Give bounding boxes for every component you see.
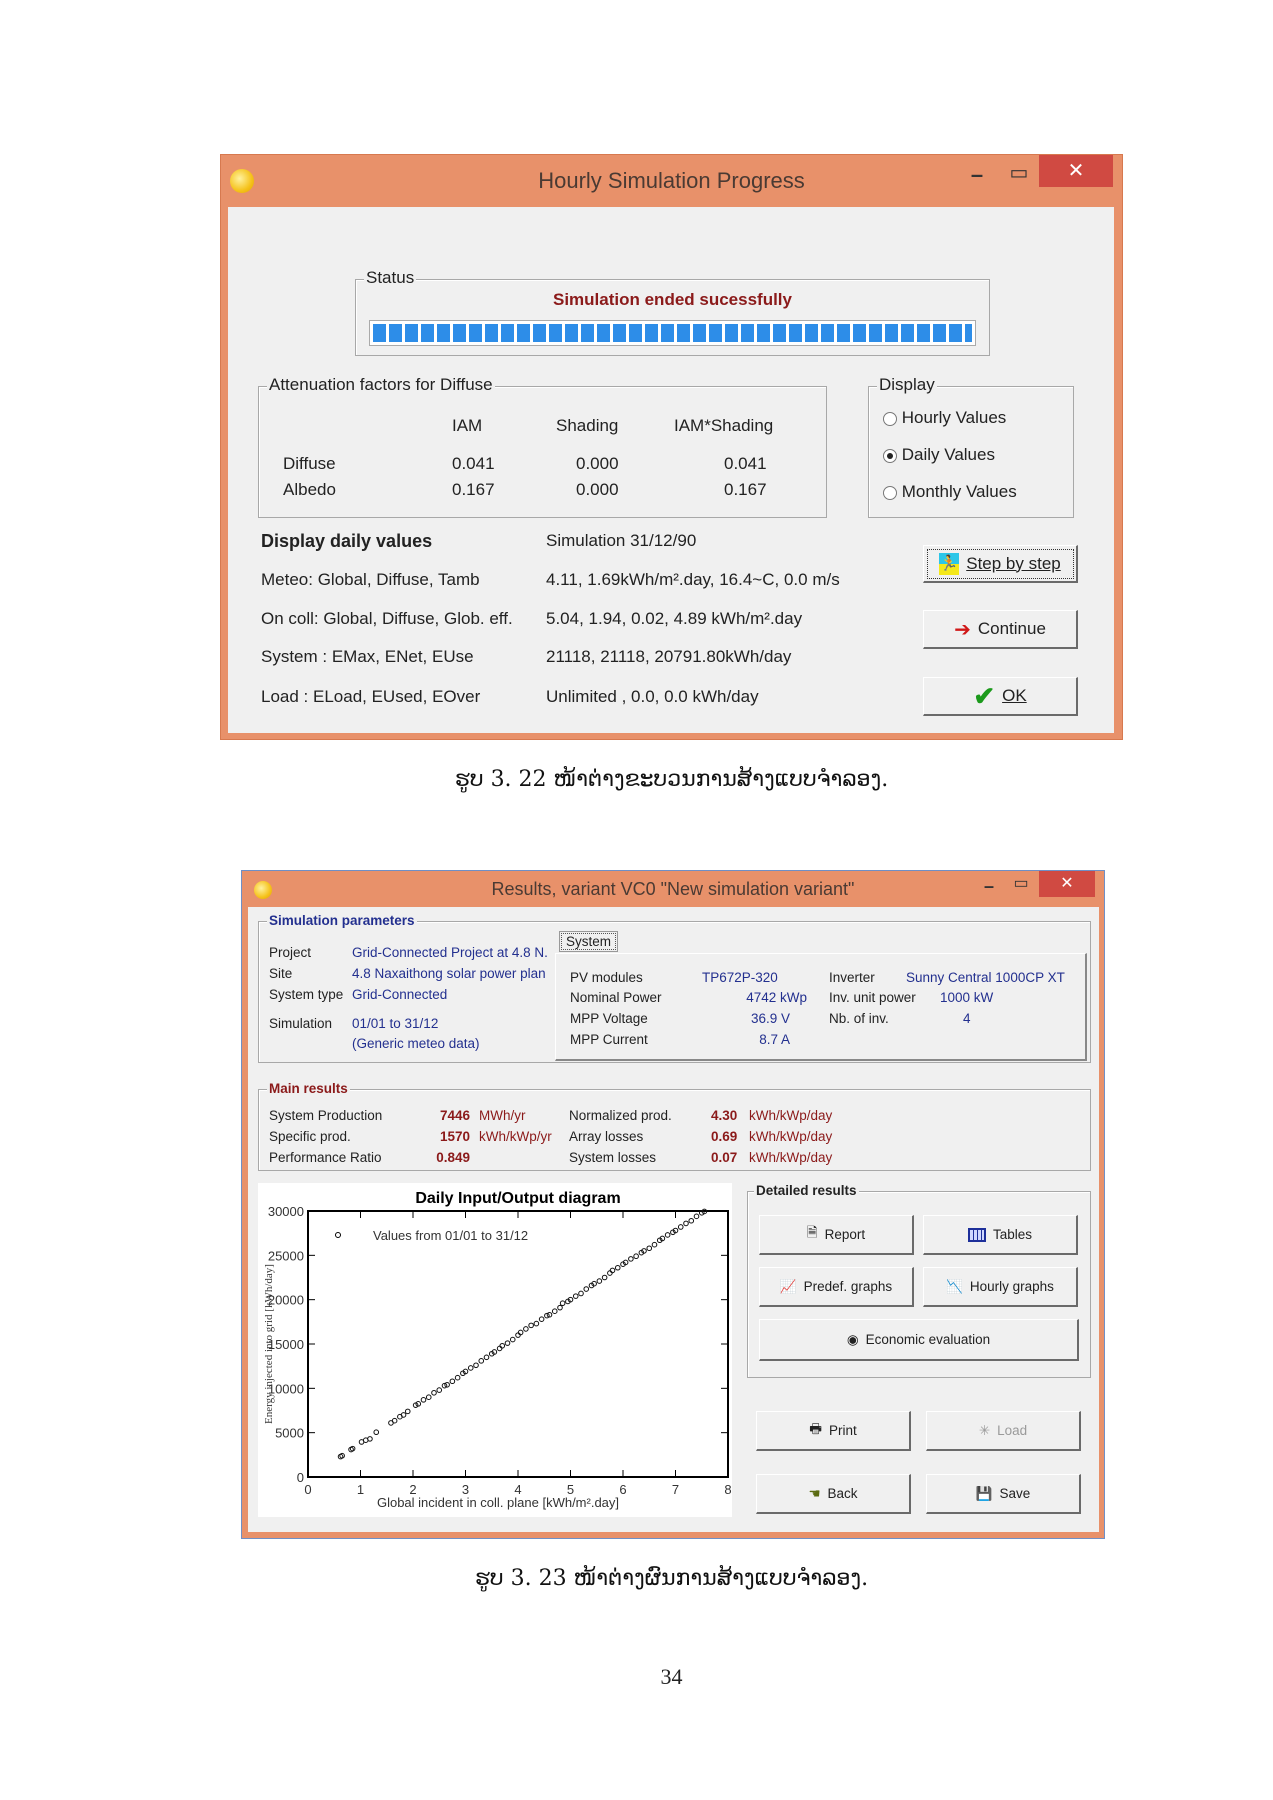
data-point <box>421 1398 426 1403</box>
y-tick-label: 30000 <box>267 1204 304 1219</box>
data-point <box>579 1291 584 1296</box>
report-button[interactable] <box>759 1215 914 1255</box>
albedo-iam: 0.167 <box>452 480 495 499</box>
meteo-value: 4.11, 1.69kWh/m².day, 16.4~C, 0.0 m/s <box>546 570 840 589</box>
window-title: Results, variant VC0 "New simulation variant" <box>491 879 855 899</box>
document-icon: 🗎 <box>806 1225 818 1240</box>
data-point <box>474 1363 479 1368</box>
window-title: Hourly Simulation Progress <box>538 168 805 193</box>
printer-icon: 🖶 <box>809 1421 822 1436</box>
meteo-note: (Generic meteo data) <box>352 1036 480 1051</box>
result-label: Performance Ratio <box>269 1150 382 1165</box>
nominal-power-label: Nominal Power <box>570 990 662 1005</box>
chart-panel <box>258 1183 732 1517</box>
runner-icon: 🏃 <box>939 553 959 575</box>
radio-hourly-values[interactable] <box>883 408 1006 428</box>
radio-monthly-values[interactable] <box>883 482 1017 502</box>
data-point <box>505 1341 510 1346</box>
print-label: Print <box>828 1423 857 1438</box>
tab-system-label: System <box>566 934 612 949</box>
economic-icon: ◉ <box>846 1331 859 1347</box>
nominal-power-value: 4742 kWp <box>746 990 807 1005</box>
result-value: 0.07 <box>711 1150 738 1165</box>
data-point <box>634 1254 639 1259</box>
inverter-label: Inverter <box>829 970 875 985</box>
maximize-button[interactable]: ▭ <box>1009 162 1029 184</box>
data-point <box>455 1375 460 1380</box>
x-tick-label: 0 <box>304 1482 312 1497</box>
step-by-step-button[interactable] <box>923 545 1078 583</box>
status-group <box>355 268 990 356</box>
maximize-button[interactable]: ▭ <box>1013 875 1029 892</box>
diffuse-shading: 0.000 <box>576 454 619 473</box>
mpp-current-value: 8.7 A <box>759 1032 790 1047</box>
app-icon <box>230 169 254 193</box>
figure-caption-3-22: ຮູບ 3. 22 ໜ້າຕ່າງຂະບວນການສ້າງແບບຈຳລອງ. <box>454 767 889 792</box>
result-unit: kWh/kWp/day <box>749 1150 833 1165</box>
continue-button[interactable] <box>923 610 1078 649</box>
row-label-albedo: Albedo <box>283 480 336 499</box>
x-tick-label: 6 <box>619 1482 627 1497</box>
save-icon: 💾 <box>975 1485 993 1501</box>
daily-heading: Display daily values <box>261 531 433 551</box>
pv-modules-value: TP672P-320 <box>702 970 778 985</box>
data-point <box>529 1323 534 1328</box>
client-area <box>248 907 1099 1532</box>
data-point <box>608 1271 613 1276</box>
y-tick-label: 20000 <box>267 1292 304 1308</box>
save-label: Save <box>999 1486 1031 1501</box>
data-point <box>610 1268 615 1273</box>
x-tick-label: 1 <box>356 1482 365 1497</box>
data-point <box>450 1379 455 1384</box>
system-panel <box>555 953 1087 1061</box>
project-label: Project <box>269 945 312 960</box>
data-point <box>484 1355 489 1360</box>
result-unit: MWh/yr <box>479 1108 526 1123</box>
data-point <box>602 1275 607 1280</box>
page-number: 34 <box>660 1664 683 1689</box>
data-point <box>665 1233 670 1238</box>
data-point <box>392 1418 397 1423</box>
back-hand-icon: ☚ <box>808 1485 821 1501</box>
result-unit: kWh/kWp/yr <box>479 1129 552 1144</box>
project-value: Grid-Connected Project at 4.8 N. <box>352 945 548 960</box>
albedo-shading: 0.000 <box>576 480 619 499</box>
col-iam-shading: IAM*Shading <box>674 416 774 435</box>
data-point <box>684 1221 689 1226</box>
report-label: Report <box>824 1227 866 1242</box>
predef-graphs-label: Predef. graphs <box>803 1279 893 1294</box>
graph-icon: 📈 <box>779 1278 797 1294</box>
checkmark-icon: ✔ <box>973 680 996 711</box>
col-iam: IAM <box>452 416 483 435</box>
predef-graphs-button[interactable] <box>759 1267 914 1307</box>
diffuse-iam: 0.041 <box>452 454 495 473</box>
data-point <box>678 1225 683 1230</box>
economic-evaluation-label: Economic evaluation <box>865 1332 991 1347</box>
simulation-value: 01/01 to 31/12 <box>352 1016 439 1031</box>
simulation-parameters-label: Simulation parameters <box>269 913 415 928</box>
result-label: System losses <box>569 1150 657 1165</box>
data-point <box>497 1346 502 1351</box>
albedo-iam-shading: 0.167 <box>724 480 767 499</box>
close-button[interactable]: ✕ <box>1039 871 1095 897</box>
hourly-graph-icon: 📉 <box>946 1278 963 1294</box>
save-button[interactable] <box>926 1474 1081 1514</box>
data-point <box>694 1214 699 1219</box>
pv-modules-label: PV modules <box>570 970 643 985</box>
result-value: 0.849 <box>436 1150 470 1165</box>
x-tick-label: 4 <box>514 1482 522 1497</box>
data-point <box>468 1366 473 1371</box>
mpp-voltage-value: 36.9 V <box>750 1011 790 1026</box>
radio-label: Hourly Values <box>901 408 1007 427</box>
data-point <box>647 1246 652 1251</box>
hourly-graphs-button[interactable] <box>923 1267 1078 1307</box>
oncoll-label: On coll: Global, Diffuse, Glob. eff. <box>261 609 513 628</box>
x-axis-label: Global incident in coll. plane [kWh/m².day] <box>376 1495 620 1510</box>
result-unit: kWh/kWp/day <box>749 1108 833 1123</box>
y-axis-label: Energy injected into grid [kWh/day] <box>263 1264 275 1424</box>
data-point <box>539 1317 544 1322</box>
main-results-label: Main results <box>269 1081 348 1096</box>
radio-daily-values[interactable] <box>883 445 995 465</box>
data-point <box>597 1279 602 1284</box>
x-tick-label: 3 <box>461 1482 470 1497</box>
col-shading: Shading <box>556 416 619 435</box>
result-value: 0.69 <box>711 1129 738 1144</box>
detailed-results-label: Detailed results <box>756 1183 857 1198</box>
progress-fill <box>373 324 972 342</box>
radio-label: Daily Values <box>901 445 995 464</box>
status-group-label: Status <box>366 268 415 287</box>
radio-button[interactable] <box>883 486 897 500</box>
x-tick-label: 7 <box>671 1482 680 1497</box>
result-unit: kWh/kWp/day <box>749 1129 833 1144</box>
back-button[interactable] <box>756 1474 911 1514</box>
inverter-value: Sunny Central 1000CP XT <box>906 970 1065 985</box>
hourly-simulation-window <box>220 154 1123 740</box>
data-point <box>534 1321 539 1326</box>
load-icon: ✳ <box>978 1422 991 1438</box>
data-point <box>629 1257 634 1262</box>
result-value: 4.30 <box>711 1108 738 1123</box>
data-point <box>573 1294 578 1299</box>
data-point <box>518 1330 523 1335</box>
ok-label: OK <box>1002 686 1027 705</box>
app-icon <box>254 881 272 899</box>
nb-inv-value: 4 <box>963 1011 971 1026</box>
back-label: Back <box>827 1486 858 1501</box>
data-point <box>552 1309 557 1314</box>
y-tick-label: 15000 <box>267 1337 304 1352</box>
hourly-graphs-label: Hourly graphs <box>969 1279 1054 1294</box>
table-icon <box>968 1228 986 1242</box>
mpp-current-label: MPP Current <box>570 1032 648 1047</box>
y-tick-label: 0 <box>296 1470 304 1485</box>
result-label: System Production <box>269 1108 383 1123</box>
print-button[interactable] <box>756 1411 911 1451</box>
site-value: 4.8 Naxaithong solar power plan <box>352 966 546 981</box>
data-point <box>426 1395 431 1400</box>
client-area <box>228 207 1114 733</box>
y-tick-label: 25000 <box>267 1248 304 1264</box>
status-message: Simulation ended sucessfully <box>552 290 792 309</box>
system-type-label: System type <box>269 987 344 1002</box>
simulation-parameters-group <box>258 913 1091 1063</box>
data-point <box>652 1242 657 1247</box>
x-tick-label: 2 <box>409 1482 417 1497</box>
daily-io-chart <box>258 1183 732 1517</box>
radio-button-selected[interactable] <box>883 449 897 463</box>
load-label: Load <box>997 1423 1028 1438</box>
result-label: Normalized prod. <box>569 1108 672 1123</box>
data-point <box>560 1301 565 1306</box>
load-button[interactable] <box>926 1411 1081 1451</box>
y-tick-label: 5000 <box>275 1425 304 1441</box>
data-point <box>432 1390 437 1395</box>
data-point <box>516 1333 521 1338</box>
minimize-button[interactable]: – <box>983 876 994 896</box>
continue-label: Continue <box>977 619 1046 638</box>
site-label: Site <box>269 966 293 981</box>
progress-bar <box>369 320 976 346</box>
data-point <box>374 1430 379 1435</box>
diffuse-iam-shading: 0.041 <box>724 454 767 473</box>
system-value: 21118, 21118, 20791.80kWh/day <box>546 647 792 666</box>
attenuation-group <box>258 375 827 518</box>
load-value: Unlimited , 0.0, 0.0 kWh/day <box>546 687 759 706</box>
figure-caption-3-23: ຮູບ 3. 23 ໜ້າຕ່າງຜົນການສ້າງແບບຈຳລອງ. <box>474 1566 869 1591</box>
results-window <box>241 870 1105 1539</box>
result-value: 7446 <box>439 1108 470 1123</box>
result-label: Specific prod. <box>269 1129 351 1144</box>
data-point <box>510 1337 515 1342</box>
close-button[interactable]: ✕ <box>1039 155 1113 187</box>
data-point <box>558 1305 563 1310</box>
data-point <box>479 1359 484 1364</box>
legend-marker <box>336 1233 341 1238</box>
ok-button[interactable] <box>923 677 1078 716</box>
load-label: Load : ELoad, EUsed, EOver <box>261 687 481 706</box>
x-tick-label: 8 <box>724 1482 732 1497</box>
tables-label: Tables <box>992 1227 1033 1242</box>
inv-unit-power-value: 1000 kW <box>940 990 994 1005</box>
red-arrow-icon: ➔ <box>954 618 971 641</box>
simulation-date: Simulation 31/12/90 <box>546 531 697 550</box>
data-point <box>405 1409 410 1414</box>
oncoll-value: 5.04, 1.94, 0.02, 4.89 kWh/m².day <box>546 609 803 628</box>
meteo-label: Meteo: Global, Diffuse, Tamb <box>261 570 480 589</box>
step-by-step-label: Step by step <box>966 553 1061 573</box>
display-group-label: Display <box>879 375 935 394</box>
tables-button[interactable] <box>923 1215 1078 1255</box>
chart-title: Daily Input/Output diagram <box>415 1190 621 1207</box>
data-point <box>615 1265 620 1270</box>
economic-evaluation-button[interactable] <box>759 1319 1079 1361</box>
data-point <box>500 1343 505 1348</box>
nb-inv-label: Nb. of inv. <box>829 1011 889 1026</box>
mpp-voltage-label: MPP Voltage <box>570 1011 648 1026</box>
system-type-value: Grid-Connected <box>352 987 448 1002</box>
row-label-diffuse: Diffuse <box>283 454 336 473</box>
result-value: 1570 <box>439 1129 470 1144</box>
x-tick-label: 5 <box>566 1482 575 1497</box>
data-point <box>524 1327 529 1332</box>
system-label: System : EMax, ENet, EUse <box>261 647 474 666</box>
data-point <box>437 1388 442 1393</box>
y-tick-label: 10000 <box>267 1381 304 1397</box>
radio-label: Monthly Values <box>901 482 1017 501</box>
tab-system[interactable] <box>559 931 618 952</box>
data-point <box>368 1437 373 1442</box>
radio-button[interactable] <box>883 412 897 426</box>
data-point <box>584 1287 589 1292</box>
legend-label: Values from 01/01 to 31/12 <box>373 1228 529 1243</box>
attenuation-group-label: Attenuation factors for Diffuse <box>269 375 493 394</box>
simulation-label: Simulation <box>269 1016 333 1031</box>
main-results-group <box>258 1081 1091 1171</box>
result-label: Array losses <box>569 1129 644 1144</box>
display-group <box>868 375 1074 518</box>
data-point <box>689 1218 694 1223</box>
minimize-button[interactable]: – <box>970 162 984 187</box>
inv-unit-power-label: Inv. unit power <box>829 990 916 1005</box>
